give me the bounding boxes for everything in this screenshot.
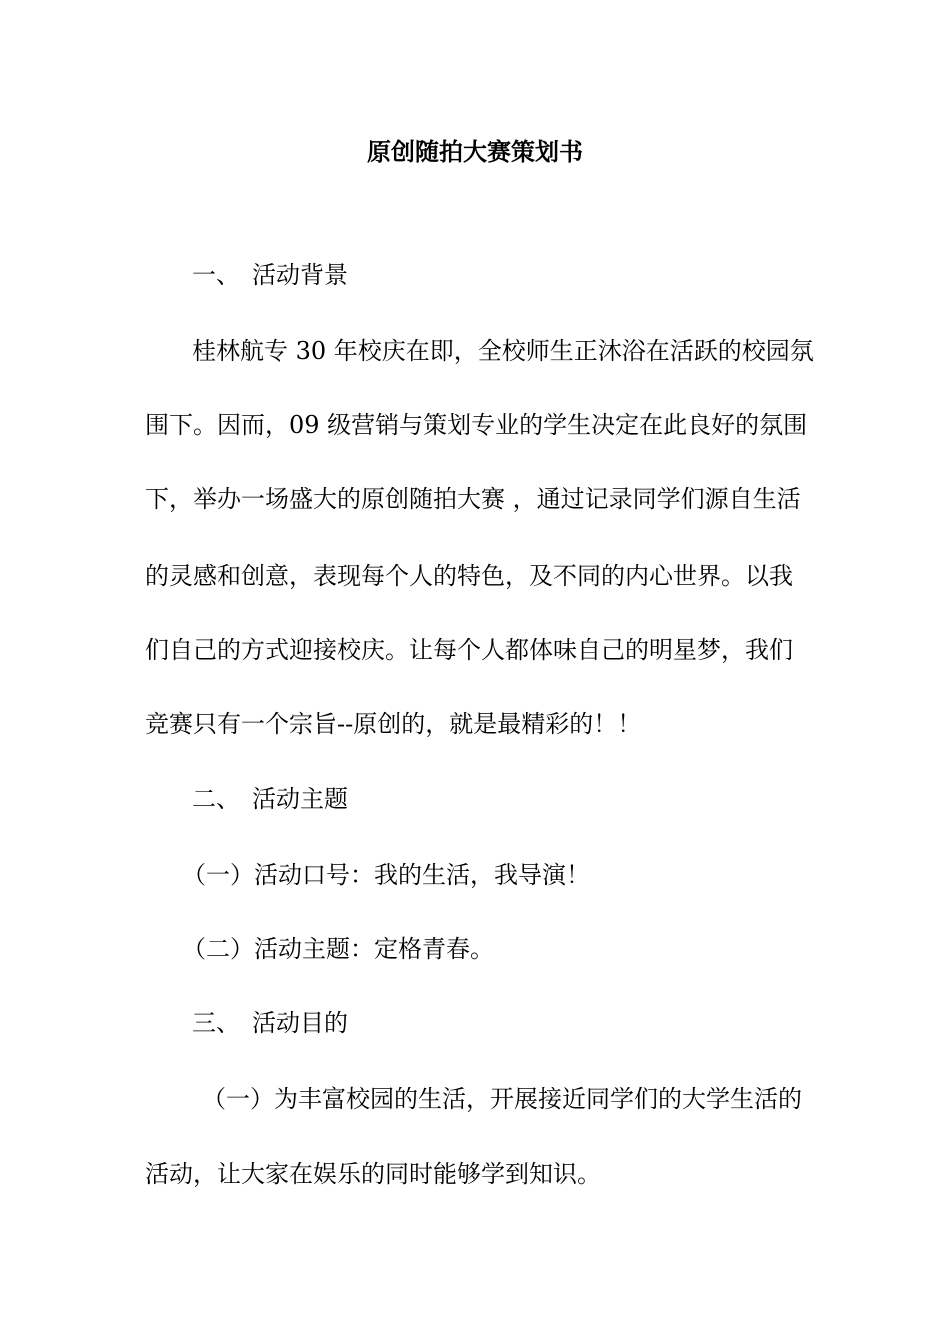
paragraph-line: （一）活动口号：我的生活，我导演！	[182, 861, 590, 889]
paragraph-line: 下，举办一场盛大的原创随拍大赛 ，通过记录同学们源自生活	[145, 485, 801, 513]
document-title: 原创随拍大赛策划书	[367, 137, 583, 166]
paragraph-line: （二）活动主题：定格青春。	[182, 935, 494, 963]
section-title: 活动背景	[252, 261, 348, 289]
section-number: 二、	[192, 785, 240, 813]
paragraph-line: 围下。因而，09 级营销与策划专业的学生决定在此良好的氛围	[145, 411, 808, 439]
paragraph-line: 们自己的方式迎接校庆。让每个人都体味自己的明星梦，我们	[145, 636, 793, 664]
paragraph-line: 桂林航专 30 年校庆在即，全校师生正沐浴在活跃的校园氛	[192, 337, 814, 365]
paragraph-line: （一）为丰富校园的生活，开展接近同学们的大学生活的	[202, 1085, 802, 1113]
section-number: 三、	[192, 1009, 240, 1037]
section-heading-background	[192, 257, 348, 293]
section-number: 一、	[192, 261, 240, 289]
paragraph-line: 的灵感和创意，表现每个人的特色，及不同的内心世界。以我	[145, 562, 793, 590]
section-heading-theme	[192, 781, 348, 817]
paragraph-line: 活动，让大家在娱乐的同时能够学到知识。	[145, 1160, 601, 1188]
section-title: 活动目的	[252, 1009, 348, 1037]
paragraph-line: 竞赛只有一个宗旨--原创的，就是最精彩的！！	[145, 710, 642, 738]
section-heading-purpose	[192, 1005, 348, 1041]
section-title: 活动主题	[252, 785, 348, 813]
